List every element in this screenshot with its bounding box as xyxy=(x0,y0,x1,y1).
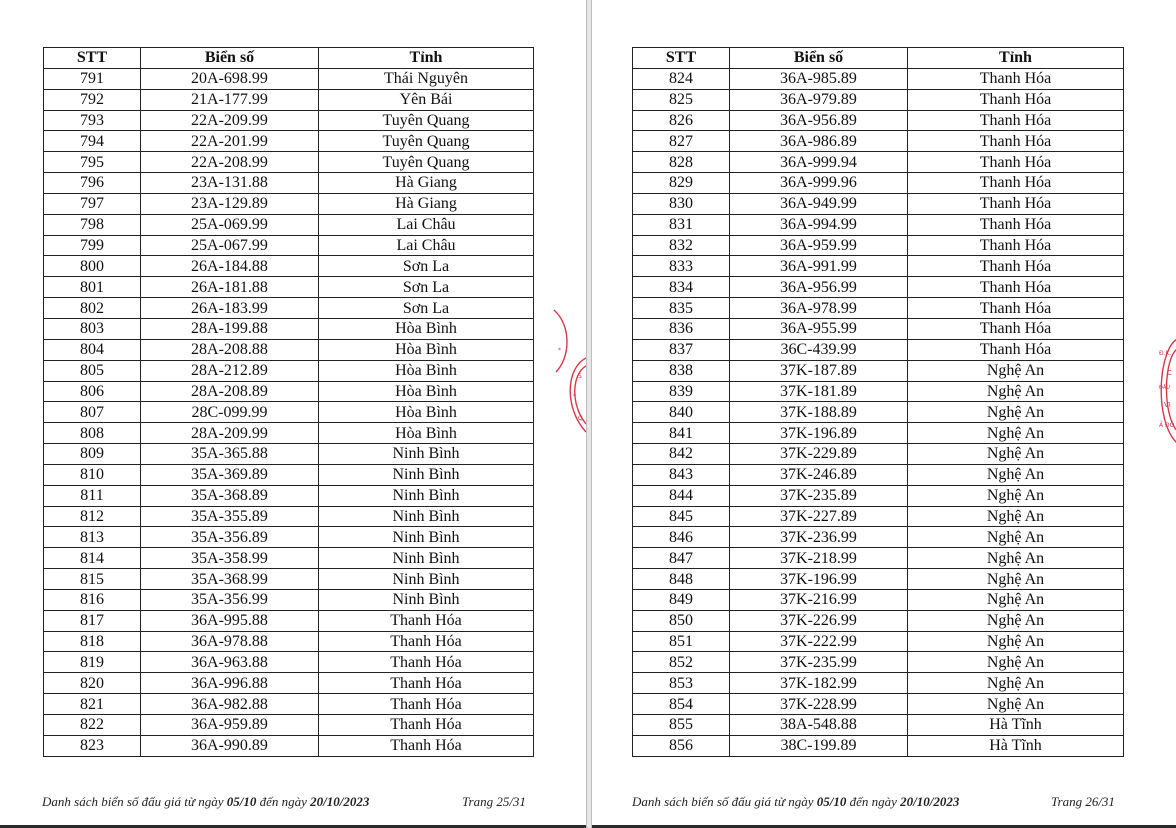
table-row xyxy=(633,339,1124,360)
cell-province: Thanh Hóa xyxy=(319,694,534,715)
cell-plate-number: 35A-355.89 xyxy=(141,506,319,527)
table-row xyxy=(633,68,1124,89)
cell-stt: 827 xyxy=(633,131,730,152)
cell-plate-number: 35A-356.89 xyxy=(141,527,319,548)
cell-stt: 849 xyxy=(633,589,730,610)
cell-province: Ninh Bình xyxy=(319,569,534,590)
cell-plate-number: 36C-439.99 xyxy=(730,339,908,360)
svg-text:Ả ĐỒ: Ả ĐỒ xyxy=(1159,422,1175,429)
table-row xyxy=(44,110,534,131)
cell-plate-number: 36A-959.89 xyxy=(141,715,319,736)
cell-province: Nghệ An xyxy=(908,673,1124,694)
cell-province: Thanh Hóa xyxy=(908,68,1124,89)
cell-province: Ninh Bình xyxy=(319,506,534,527)
column-header-province: Tỉnh xyxy=(319,48,534,69)
cell-province: Nghệ An xyxy=(908,444,1124,465)
cell-plate-number: 21A-177.99 xyxy=(141,89,319,110)
cell-plate-number: 37K-182.99 xyxy=(730,673,908,694)
table-row xyxy=(633,131,1124,152)
cell-plate-number: 22A-201.99 xyxy=(141,131,319,152)
cell-province: Nghệ An xyxy=(908,402,1124,423)
cell-stt: 819 xyxy=(44,652,141,673)
cell-plate-number: 26A-181.88 xyxy=(141,277,319,298)
table-row xyxy=(44,235,534,256)
cell-plate-number: 36A-995.88 xyxy=(141,610,319,631)
cell-plate-number: 36A-963.88 xyxy=(141,652,319,673)
table-row xyxy=(633,548,1124,569)
cell-province: Sơn La xyxy=(319,277,534,298)
table-row xyxy=(633,89,1124,110)
cell-stt: 804 xyxy=(44,339,141,360)
cell-stt: 831 xyxy=(633,214,730,235)
cell-stt: 829 xyxy=(633,173,730,194)
cell-stt: 824 xyxy=(633,68,730,89)
cell-province: Lai Châu xyxy=(319,214,534,235)
table-row xyxy=(44,652,534,673)
cell-province: Hòa Bình xyxy=(319,381,534,402)
table-row xyxy=(44,548,534,569)
cell-province: Lai Châu xyxy=(319,235,534,256)
cell-plate-number: 28A-209.99 xyxy=(141,423,319,444)
cell-stt: 846 xyxy=(633,527,730,548)
table-row xyxy=(44,173,534,194)
cell-stt: 794 xyxy=(44,131,141,152)
cell-stt: 821 xyxy=(44,694,141,715)
cell-stt: 853 xyxy=(633,673,730,694)
table-row xyxy=(44,131,534,152)
column-header-plate: Biển số xyxy=(730,48,908,69)
cell-plate-number: 28C-099.99 xyxy=(141,402,319,423)
cell-plate-number: 37K-226.99 xyxy=(730,610,908,631)
cell-plate-number: 35A-356.99 xyxy=(141,589,319,610)
table-row xyxy=(633,318,1124,339)
cell-province: Thanh Hóa xyxy=(319,652,534,673)
cell-stt: 851 xyxy=(633,631,730,652)
cell-plate-number: 36A-956.89 xyxy=(730,110,908,131)
cell-plate-number: 36A-985.89 xyxy=(730,68,908,89)
cell-plate-number: 36A-956.99 xyxy=(730,277,908,298)
cell-province: Thanh Hóa xyxy=(908,214,1124,235)
cell-plate-number: 37K-216.99 xyxy=(730,589,908,610)
table-row xyxy=(633,506,1124,527)
cell-plate-number: 28A-208.89 xyxy=(141,381,319,402)
table-row xyxy=(44,464,534,485)
cell-stt: 808 xyxy=(44,423,141,444)
cell-province: Thanh Hóa xyxy=(908,193,1124,214)
table-row xyxy=(44,339,534,360)
table-row xyxy=(633,694,1124,715)
table-row xyxy=(44,444,534,465)
svg-text:S: S xyxy=(578,373,582,380)
cell-plate-number: 38C-199.89 xyxy=(730,735,908,756)
cell-province: Nghệ An xyxy=(908,527,1124,548)
cell-plate-number: 25A-067.99 xyxy=(141,235,319,256)
cell-plate-number: 37K-188.89 xyxy=(730,402,908,423)
table-row xyxy=(633,610,1124,631)
table-row xyxy=(44,631,534,652)
cell-province: Tuyên Quang xyxy=(319,110,534,131)
cell-stt: 845 xyxy=(633,506,730,527)
cell-province: Nghệ An xyxy=(908,694,1124,715)
svg-text:*: * xyxy=(573,393,576,400)
svg-text:VI: VI xyxy=(1164,401,1171,409)
cell-plate-number: 28A-208.88 xyxy=(141,339,319,360)
cell-province: Yên Bái xyxy=(319,89,534,110)
table-row xyxy=(633,569,1124,590)
table-row xyxy=(633,214,1124,235)
cell-stt: 841 xyxy=(633,423,730,444)
table-row xyxy=(44,694,534,715)
cell-province: Thanh Hóa xyxy=(319,735,534,756)
cell-province: Ninh Bình xyxy=(319,527,534,548)
cell-stt: 812 xyxy=(44,506,141,527)
cell-plate-number: 35A-368.89 xyxy=(141,485,319,506)
cell-province: Thanh Hóa xyxy=(908,110,1124,131)
column-header-province: Tỉnh xyxy=(908,48,1124,69)
table-row xyxy=(44,506,534,527)
table-row xyxy=(44,68,534,89)
cell-province: Sơn La xyxy=(319,298,534,319)
cell-plate-number: 37K-196.99 xyxy=(730,569,908,590)
cell-province: Hà Giang xyxy=(319,173,534,194)
cell-province: Hòa Bình xyxy=(319,318,534,339)
cell-stt: 833 xyxy=(633,256,730,277)
cell-stt: 797 xyxy=(44,193,141,214)
table-row xyxy=(44,214,534,235)
table-row xyxy=(633,423,1124,444)
table-row xyxy=(633,110,1124,131)
cell-plate-number: 37K-235.99 xyxy=(730,652,908,673)
table-row xyxy=(44,569,534,590)
table-row xyxy=(44,485,534,506)
table-row xyxy=(633,652,1124,673)
cell-stt: 852 xyxy=(633,652,730,673)
plates-table xyxy=(43,47,534,757)
cell-province: Nghệ An xyxy=(908,631,1124,652)
cell-stt: 809 xyxy=(44,444,141,465)
cell-province: Thanh Hóa xyxy=(908,89,1124,110)
cell-province: Nghệ An xyxy=(908,569,1124,590)
cell-province: Nghệ An xyxy=(908,381,1124,402)
cell-stt: 854 xyxy=(633,694,730,715)
cell-plate-number: 22A-208.99 xyxy=(141,152,319,173)
cell-province: Sơn La xyxy=(319,256,534,277)
cell-province: Hà Giang xyxy=(319,193,534,214)
cell-plate-number: 22A-209.99 xyxy=(141,110,319,131)
cell-plate-number: 26A-184.88 xyxy=(141,256,319,277)
cell-stt: 836 xyxy=(633,318,730,339)
cell-stt: 799 xyxy=(44,235,141,256)
cell-province: Nghệ An xyxy=(908,506,1124,527)
cell-plate-number: 37K-222.99 xyxy=(730,631,908,652)
cell-plate-number: 38A-548.88 xyxy=(730,715,908,736)
page-number: Trang 25/31 xyxy=(462,794,526,809)
cell-province: Thanh Hóa xyxy=(319,631,534,652)
cell-plate-number: 37K-229.89 xyxy=(730,444,908,465)
cell-plate-number: 36A-982.88 xyxy=(141,694,319,715)
cell-stt: 847 xyxy=(633,548,730,569)
table-row xyxy=(633,673,1124,694)
cell-stt: 842 xyxy=(633,444,730,465)
red-seal-stamp-fragment xyxy=(1154,335,1176,447)
table-row xyxy=(633,193,1124,214)
cell-stt: 838 xyxy=(633,360,730,381)
cell-stt: 805 xyxy=(44,360,141,381)
page-number: Trang 26/31 xyxy=(1051,794,1115,809)
cell-stt: 850 xyxy=(633,610,730,631)
cell-province: Tuyên Quang xyxy=(319,152,534,173)
cell-plate-number: 35A-368.99 xyxy=(141,569,319,590)
cell-stt: 820 xyxy=(44,673,141,694)
cell-stt: 800 xyxy=(44,256,141,277)
cell-province: Nghệ An xyxy=(908,610,1124,631)
table-row xyxy=(633,527,1124,548)
cell-province: Nghệ An xyxy=(908,485,1124,506)
cell-plate-number: 36A-978.99 xyxy=(730,298,908,319)
cell-plate-number: 35A-358.99 xyxy=(141,548,319,569)
table-row xyxy=(633,444,1124,465)
table-row xyxy=(633,464,1124,485)
cell-plate-number: 37K-236.99 xyxy=(730,527,908,548)
table-header-row xyxy=(44,48,534,69)
column-header-stt: STT xyxy=(44,48,141,69)
table-row xyxy=(44,193,534,214)
footer-caption: Danh sách biển số đấu giá từ ngày 05/10 đến ngày 20/10/2023 xyxy=(632,794,960,809)
cell-province: Thanh Hóa xyxy=(908,339,1124,360)
cell-plate-number: 36A-996.88 xyxy=(141,673,319,694)
cell-province: Nghệ An xyxy=(908,464,1124,485)
cell-stt: 816 xyxy=(44,589,141,610)
cell-province: Hà Tĩnh xyxy=(908,715,1124,736)
cell-plate-number: 23A-131.88 xyxy=(141,173,319,194)
cell-plate-number: 36A-978.88 xyxy=(141,631,319,652)
cell-province: Ninh Bình xyxy=(319,589,534,610)
table-header-row xyxy=(633,48,1124,69)
cell-province: Hòa Bình xyxy=(319,339,534,360)
cell-stt: 814 xyxy=(44,548,141,569)
cell-stt: 823 xyxy=(44,735,141,756)
cell-province: Hà Tĩnh xyxy=(908,735,1124,756)
cell-plate-number: 36A-979.89 xyxy=(730,89,908,110)
cell-stt: 806 xyxy=(44,381,141,402)
cell-stt: 793 xyxy=(44,110,141,131)
cell-plate-number: 36A-994.99 xyxy=(730,214,908,235)
table-row xyxy=(633,173,1124,194)
plates-table xyxy=(632,47,1124,757)
cell-stt: 855 xyxy=(633,715,730,736)
cell-stt: 803 xyxy=(44,318,141,339)
cell-province: Hòa Bình xyxy=(319,423,534,444)
cell-stt: 813 xyxy=(44,527,141,548)
cell-province: Thanh Hóa xyxy=(908,235,1124,256)
cell-province: Thanh Hóa xyxy=(908,173,1124,194)
table-body xyxy=(44,68,534,756)
cell-plate-number: 36A-999.94 xyxy=(730,152,908,173)
cell-stt: 828 xyxy=(633,152,730,173)
cell-stt: 840 xyxy=(633,402,730,423)
cell-stt: 830 xyxy=(633,193,730,214)
svg-text:C: C xyxy=(1167,369,1172,377)
cell-plate-number: 37K-228.99 xyxy=(730,694,908,715)
table-row xyxy=(44,715,534,736)
table-row xyxy=(633,402,1124,423)
cell-stt: 839 xyxy=(633,381,730,402)
column-header-stt: STT xyxy=(633,48,730,69)
svg-text:ĐẤU: ĐẤU xyxy=(1159,385,1170,391)
table-row xyxy=(44,673,534,694)
cell-plate-number: 36A-999.96 xyxy=(730,173,908,194)
red-seal-stamp-fragment xyxy=(552,308,586,436)
cell-province: Nghệ An xyxy=(908,360,1124,381)
cell-province: Thanh Hóa xyxy=(908,152,1124,173)
svg-text:*: * xyxy=(558,347,561,354)
cell-plate-number: 37K-187.89 xyxy=(730,360,908,381)
table-row xyxy=(44,318,534,339)
cell-plate-number: 37K-227.89 xyxy=(730,506,908,527)
cell-plate-number: 36A-949.99 xyxy=(730,193,908,214)
cell-plate-number: 36A-990.89 xyxy=(141,735,319,756)
cell-plate-number: 26A-183.99 xyxy=(141,298,319,319)
cell-stt: 818 xyxy=(44,631,141,652)
cell-province: Hòa Bình xyxy=(319,402,534,423)
table-row xyxy=(44,402,534,423)
cell-province: Nghệ An xyxy=(908,589,1124,610)
svg-text:Q: Q xyxy=(578,415,583,422)
table-row xyxy=(633,360,1124,381)
cell-province: Nghệ An xyxy=(908,548,1124,569)
cell-stt: 817 xyxy=(44,610,141,631)
table-row xyxy=(633,277,1124,298)
table-row xyxy=(44,589,534,610)
table-row xyxy=(633,381,1124,402)
cell-stt: 792 xyxy=(44,89,141,110)
cell-plate-number: 35A-365.88 xyxy=(141,444,319,465)
cell-province: Thanh Hóa xyxy=(908,131,1124,152)
cell-stt: 834 xyxy=(633,277,730,298)
cell-plate-number: 37K-218.99 xyxy=(730,548,908,569)
cell-plate-number: 28A-212.89 xyxy=(141,360,319,381)
cell-stt: 832 xyxy=(633,235,730,256)
cell-plate-number: 36A-991.99 xyxy=(730,256,908,277)
cell-plate-number: 20A-698.99 xyxy=(141,68,319,89)
cell-province: Thanh Hóa xyxy=(908,318,1124,339)
table-body xyxy=(633,68,1124,756)
cell-stt: 835 xyxy=(633,298,730,319)
cell-stt: 848 xyxy=(633,569,730,590)
cell-stt: 815 xyxy=(44,569,141,590)
cell-province: Ninh Bình xyxy=(319,485,534,506)
cell-stt: 798 xyxy=(44,214,141,235)
cell-province: Ninh Bình xyxy=(319,444,534,465)
cell-stt: 856 xyxy=(633,735,730,756)
cell-stt: 802 xyxy=(44,298,141,319)
table-row xyxy=(44,89,534,110)
cell-stt: 801 xyxy=(44,277,141,298)
table-row xyxy=(44,152,534,173)
cell-province: Ninh Bình xyxy=(319,464,534,485)
cell-stt: 825 xyxy=(633,89,730,110)
cell-stt: 807 xyxy=(44,402,141,423)
table-row xyxy=(44,735,534,756)
table-row xyxy=(633,735,1124,756)
cell-plate-number: 37K-235.89 xyxy=(730,485,908,506)
cell-province: Thái Nguyên xyxy=(319,68,534,89)
cell-province: Thanh Hóa xyxy=(319,610,534,631)
cell-province: Thanh Hóa xyxy=(908,277,1124,298)
table-row xyxy=(633,152,1124,173)
table-row xyxy=(633,589,1124,610)
cell-province: Tuyên Quang xyxy=(319,131,534,152)
table-row xyxy=(44,527,534,548)
table-row xyxy=(44,610,534,631)
cell-plate-number: 36A-955.99 xyxy=(730,318,908,339)
cell-plate-number: 37K-181.89 xyxy=(730,381,908,402)
table-row xyxy=(633,485,1124,506)
table-row xyxy=(633,298,1124,319)
table-row xyxy=(44,277,534,298)
cell-province: Thanh Hóa xyxy=(908,256,1124,277)
table-row xyxy=(44,423,534,444)
table-row xyxy=(44,360,534,381)
cell-stt: 795 xyxy=(44,152,141,173)
table-row xyxy=(633,256,1124,277)
cell-plate-number: 36A-986.89 xyxy=(730,131,908,152)
cell-stt: 826 xyxy=(633,110,730,131)
cell-stt: 791 xyxy=(44,68,141,89)
table-row xyxy=(633,631,1124,652)
cell-stt: 810 xyxy=(44,464,141,485)
cell-plate-number: 36A-959.99 xyxy=(730,235,908,256)
table-row xyxy=(633,715,1124,736)
cell-province: Nghệ An xyxy=(908,652,1124,673)
cell-plate-number: 25A-069.99 xyxy=(141,214,319,235)
cell-stt: 811 xyxy=(44,485,141,506)
cell-stt: 844 xyxy=(633,485,730,506)
cell-plate-number: 37K-246.89 xyxy=(730,464,908,485)
cell-province: Hòa Bình xyxy=(319,360,534,381)
cell-province: Thanh Hóa xyxy=(908,298,1124,319)
table-row xyxy=(44,256,534,277)
cell-stt: 822 xyxy=(44,715,141,736)
cell-province: Thanh Hóa xyxy=(319,673,534,694)
cell-stt: 837 xyxy=(633,339,730,360)
cell-province: Nghệ An xyxy=(908,423,1124,444)
document-page-left xyxy=(0,0,587,828)
table-row xyxy=(44,381,534,402)
cell-plate-number: 23A-129.89 xyxy=(141,193,319,214)
cell-province: Thanh Hóa xyxy=(319,715,534,736)
svg-text:Đ.K.: Đ.K. xyxy=(1159,350,1172,357)
column-header-plate: Biển số xyxy=(141,48,319,69)
cell-stt: 796 xyxy=(44,173,141,194)
cell-stt: 843 xyxy=(633,464,730,485)
document-page-right xyxy=(591,0,1176,828)
table-row xyxy=(633,235,1124,256)
cell-province: Ninh Bình xyxy=(319,548,534,569)
footer-caption: Danh sách biển số đấu giá từ ngày 05/10 đến ngày 20/10/2023 xyxy=(42,794,370,809)
table-row xyxy=(44,298,534,319)
cell-plate-number: 37K-196.89 xyxy=(730,423,908,444)
cell-plate-number: 28A-199.88 xyxy=(141,318,319,339)
cell-plate-number: 35A-369.89 xyxy=(141,464,319,485)
